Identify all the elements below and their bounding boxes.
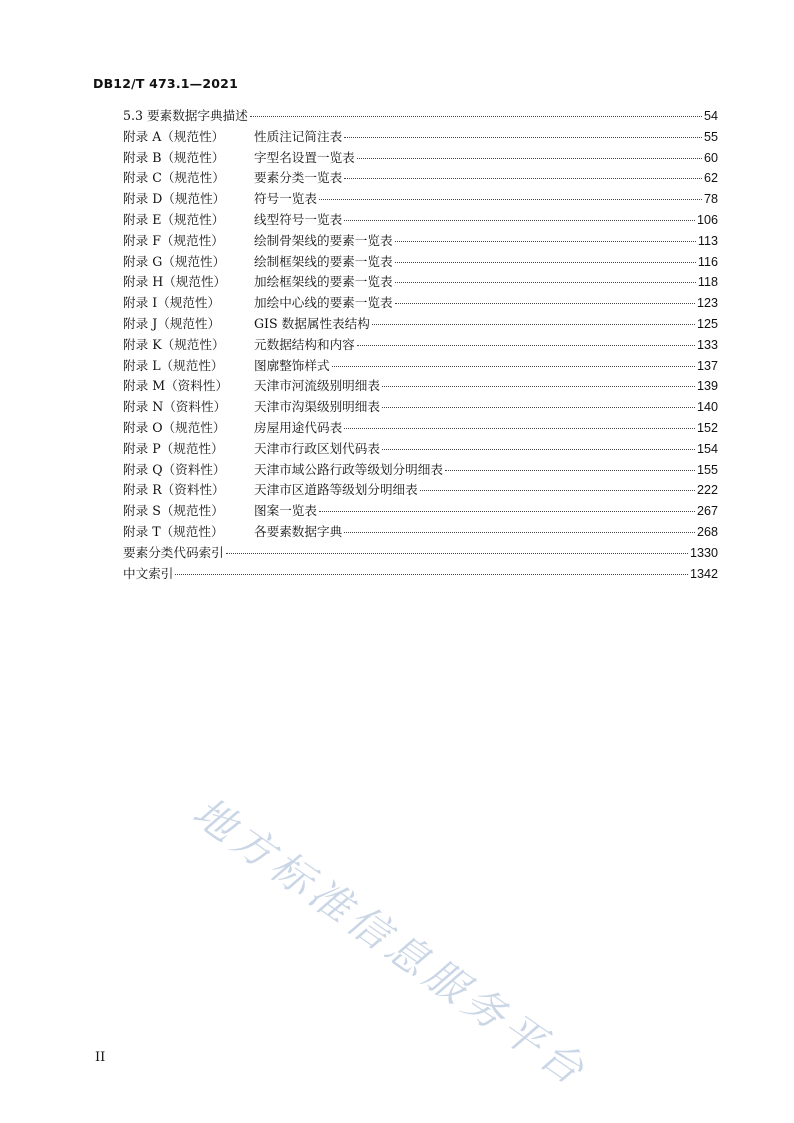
toc-entry[interactable] (123, 543, 718, 564)
toc-leader-dots (382, 449, 695, 450)
toc-entry[interactable] (123, 439, 718, 460)
toc-entry[interactable] (123, 210, 718, 231)
toc-title: 符号一览表 (254, 191, 317, 207)
document-code: DB12/T 473.1—2021 (93, 76, 238, 91)
toc-page-number: 123 (696, 296, 718, 311)
toc-title: 中文索引 (123, 565, 174, 581)
toc-appendix-label: 附录 G（规范性） (123, 253, 226, 269)
toc-title: 天津市沟渠级别明细表 (254, 399, 380, 415)
toc-entry[interactable] (123, 335, 718, 356)
toc-leader-dots (357, 345, 695, 346)
toc-page-number: 155 (696, 462, 718, 477)
toc-page-number: 60 (703, 150, 718, 165)
toc-entry[interactable] (123, 293, 718, 314)
toc-leader-dots (344, 178, 702, 179)
toc-entry[interactable] (123, 460, 718, 481)
toc-entry[interactable] (123, 231, 718, 252)
toc-page-number: 137 (696, 358, 718, 373)
toc-leader-dots (175, 574, 688, 575)
toc-title: GIS 数据属性表结构 (254, 315, 370, 331)
toc-title: 天津市域公路行政等级划分明细表 (254, 461, 443, 477)
toc-appendix-label: 附录 A（规范性） (123, 128, 225, 144)
toc-entry[interactable] (123, 127, 718, 148)
toc-appendix-label: 附录 K（规范性） (123, 336, 225, 352)
toc-appendix-label: 附录 D（规范性） (123, 191, 226, 207)
toc-page-number: 106 (696, 212, 718, 227)
toc-page-number: 1330 (689, 545, 718, 560)
toc-page-number: 268 (696, 524, 718, 539)
toc-leader-dots (395, 282, 696, 283)
toc-leader-dots (319, 199, 702, 200)
toc-page-number: 267 (696, 504, 718, 519)
toc-title: 要素分类一览表 (254, 170, 343, 186)
toc-title: 绘制框架线的要素一览表 (254, 253, 393, 269)
watermark: 地方标准信息服务平台 (184, 787, 597, 1097)
toc-entry[interactable] (123, 564, 718, 585)
toc-entry[interactable] (123, 189, 718, 210)
toc-title: 天津市河流级别明细表 (254, 378, 380, 394)
toc-leader-dots (344, 137, 702, 138)
toc-appendix-label: 附录 O（规范性） (123, 419, 226, 435)
toc-appendix-label: 附录 S（规范性） (123, 503, 224, 519)
toc-appendix-label: 附录 F（规范性） (123, 232, 224, 248)
toc-page-number: 152 (696, 420, 718, 435)
toc-entry[interactable] (123, 314, 718, 335)
toc-leader-dots (250, 116, 702, 117)
toc-page-number: 140 (696, 400, 718, 415)
toc-leader-dots (344, 532, 695, 533)
toc-title: 各要素数据字典 (254, 523, 343, 539)
toc-leader-dots (332, 366, 695, 367)
toc-leader-dots (319, 511, 695, 512)
toc-title: 5.3 要素数据字典描述 (123, 108, 248, 123)
toc-leader-dots (382, 386, 695, 387)
toc-title: 图案一览表 (254, 503, 317, 519)
toc-title: 线型符号一览表 (254, 211, 343, 227)
toc-appendix-label: 附录 C（规范性） (123, 170, 225, 186)
toc-page-number: 62 (703, 171, 718, 186)
toc-page-number: 116 (697, 254, 718, 269)
toc-page-number: 222 (696, 483, 718, 498)
toc-page-number: 78 (703, 192, 718, 207)
toc-appendix-label: 附录 P（规范性） (123, 440, 224, 456)
toc-title: 图廓整饰样式 (254, 357, 330, 373)
toc-entry[interactable] (123, 106, 718, 127)
toc-title: 元数据结构和内容 (254, 336, 355, 352)
toc-leader-dots (445, 470, 695, 471)
toc-appendix-label: 附录 I（规范性） (123, 295, 221, 311)
toc-leader-dots (420, 490, 695, 491)
toc-leader-dots (395, 262, 696, 263)
toc-entry[interactable] (123, 376, 718, 397)
toc-title: 性质注记简注表 (254, 128, 343, 144)
toc-entry[interactable] (123, 418, 718, 439)
toc-entry[interactable] (123, 356, 718, 377)
toc-entry[interactable] (123, 480, 718, 501)
toc-appendix-label: 附录 B（规范性） (123, 149, 225, 165)
toc-leader-dots (395, 303, 695, 304)
toc-appendix-label: 附录 H（规范性） (123, 274, 227, 290)
toc-leader-dots (372, 324, 695, 325)
table-of-contents (123, 106, 718, 584)
toc-leader-dots (226, 553, 688, 554)
toc-leader-dots (395, 241, 696, 242)
toc-leader-dots (344, 428, 695, 429)
toc-page-number: 139 (696, 379, 718, 394)
toc-page-number: 118 (697, 275, 718, 290)
toc-entry[interactable] (123, 168, 718, 189)
toc-title: 天津市行政区划代码表 (254, 440, 380, 456)
toc-appendix-label: 附录 R（资料性） (123, 482, 225, 498)
toc-leader-dots (382, 407, 695, 408)
toc-entry[interactable] (123, 148, 718, 169)
toc-page-number: 113 (697, 233, 718, 248)
toc-entry[interactable] (123, 252, 718, 273)
toc-page-number: 55 (703, 129, 718, 144)
toc-appendix-label: 附录 J（规范性） (123, 315, 221, 331)
toc-title: 加绘中心线的要素一览表 (254, 295, 393, 311)
toc-title: 房屋用途代码表 (254, 419, 343, 435)
toc-page-number: 154 (696, 441, 718, 456)
toc-title: 绘制骨架线的要素一览表 (254, 232, 393, 248)
toc-leader-dots (344, 220, 695, 221)
toc-page-number: 1342 (689, 566, 718, 581)
toc-appendix-label: 附录 T（规范性） (123, 523, 224, 539)
toc-appendix-label: 附录 M（资料性） (123, 378, 229, 394)
toc-title: 要素分类代码索引 (123, 544, 224, 560)
toc-appendix-label: 附录 N（资料性） (123, 399, 227, 415)
toc-page-number: 54 (703, 109, 718, 123)
toc-title: 加绘框架线的要素一览表 (254, 274, 393, 290)
toc-entry[interactable] (123, 272, 718, 293)
toc-entry[interactable] (123, 522, 718, 543)
toc-entry[interactable] (123, 397, 718, 418)
toc-page-number: 133 (696, 337, 718, 352)
toc-appendix-label: 附录 Q（资料性） (123, 461, 226, 477)
toc-entry[interactable] (123, 501, 718, 522)
toc-leader-dots (357, 158, 702, 159)
toc-title: 天津市区道路等级划分明细表 (254, 482, 418, 498)
toc-appendix-label: 附录 L（规范性） (123, 357, 224, 373)
toc-appendix-label: 附录 E（规范性） (123, 211, 225, 227)
page-number: II (95, 1050, 106, 1065)
toc-page-number: 125 (696, 316, 718, 331)
toc-title: 字型名设置一览表 (254, 149, 355, 165)
